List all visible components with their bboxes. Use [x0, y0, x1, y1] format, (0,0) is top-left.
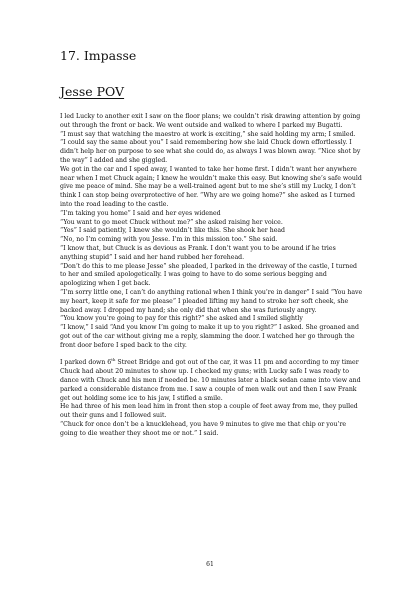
paragraph: I led Lucky to another exit I saw on the floor plans; we couldn’t risk drawing attention by going out through the front or back. We went outside and walked to where I parked my Bugatti. [60, 113, 361, 129]
paragraph-bridge-start: I parked down 6 [60, 359, 112, 367]
paragraph: “I’m sorry little one, I can’t do anything rational when I think you’re in danger” I said “You have my heart, keep it safe for me please” I pleaded lifting my hand to stroke her soft cheek, she backed away. I dropped my hand; she only did that when she was furiously angry. [60, 288, 363, 314]
paragraph: We got in the car and I sped away, I wanted to take her home first. I didn’t want her anywhere near when I met Chuck again; I knew he wouldn’t make this easy. But knowing she’s safe would give me peace of mind. She may be a well-trained agent but to me she’s still my Lucky, I don’t think I can stop being overprotective of her. “Why are we going home?” she asked as I turned into the road leading to the castle. [60, 165, 362, 208]
chapter-title: 17. Impasse [60, 48, 137, 63]
paragraph: “Chuck for once don’t be a knucklehead, you have 9 minutes to give me that chip or you’re going to die weather they shoot me or not.” I said. [60, 420, 347, 437]
paragraph: “I know,” I said “And you know I’m going to make it up to you right?” I asked. She groaned and got out of the car without giving me a reply, slamming the door. I watched her go through the front door before I sped back to the city. [60, 324, 359, 349]
paragraph: “Yes” I said patiently, I knew she wouldn’t like this. She shook her head [60, 227, 286, 235]
pov-heading: Jesse POV [60, 84, 125, 99]
body-text [60, 113, 364, 438]
paragraph: “No, no I’m coming with you Jesse. I’m in this mission too.” She said. [60, 236, 278, 244]
ordinal-suffix: th [111, 357, 116, 363]
paragraph: “You want to go meet Chuck without me?” she asked raising her voice. [60, 218, 283, 226]
paragraph: “Don’t do this to me please Jesse” she pleaded, I parked in the driveway of the castle, I turned to her and smiled apologetically. I was going to have to do some serious begging and apologizing when I get back. [60, 262, 357, 288]
paragraph-bridge-rest: Street Bridge and got out of the car, it was 11 pm and according to my timer Chuck had about 20 minutes to show up. I checked my guns; with Lucky safe I was ready to dance with Chuck and his men if needed be. 10 minutes later a black sedan came into view and parked a considerable distance from me. I saw a couple of men walk out and then I saw Frank get out holding some ice to his jaw, I stifled a smile. [60, 359, 361, 402]
paragraph-bridge [60, 359, 364, 403]
paragraph: “You know you’re going to pay for this right?” she asked and I smiled slightly [60, 315, 303, 323]
paragraph: “I’m taking you home” I said and her eyes widened [60, 209, 221, 217]
paragraph: “I must say that watching the maestro at work is exciting,” she said holding my arm; I smiled. [60, 130, 356, 138]
paragraph: “I know that, but Chuck is as devious as Frank. I don’t want you to be around if he tries anything stupid” I said and her hand rubbed her forehead. [60, 244, 336, 261]
page-number: 61 [206, 561, 214, 568]
paragraph: “I could say the same about you” I said remembering how she laid Chuck down effortlessly. I didn’t help her on purpose to see what she could do, as always I was blown away. “Nice shot by the way” I added and she giggled. [60, 139, 361, 164]
paragraph: He had three of his men lead him in front then stop a couple of feet away from me, they pulled out their guns and I followed suit. [60, 403, 358, 420]
